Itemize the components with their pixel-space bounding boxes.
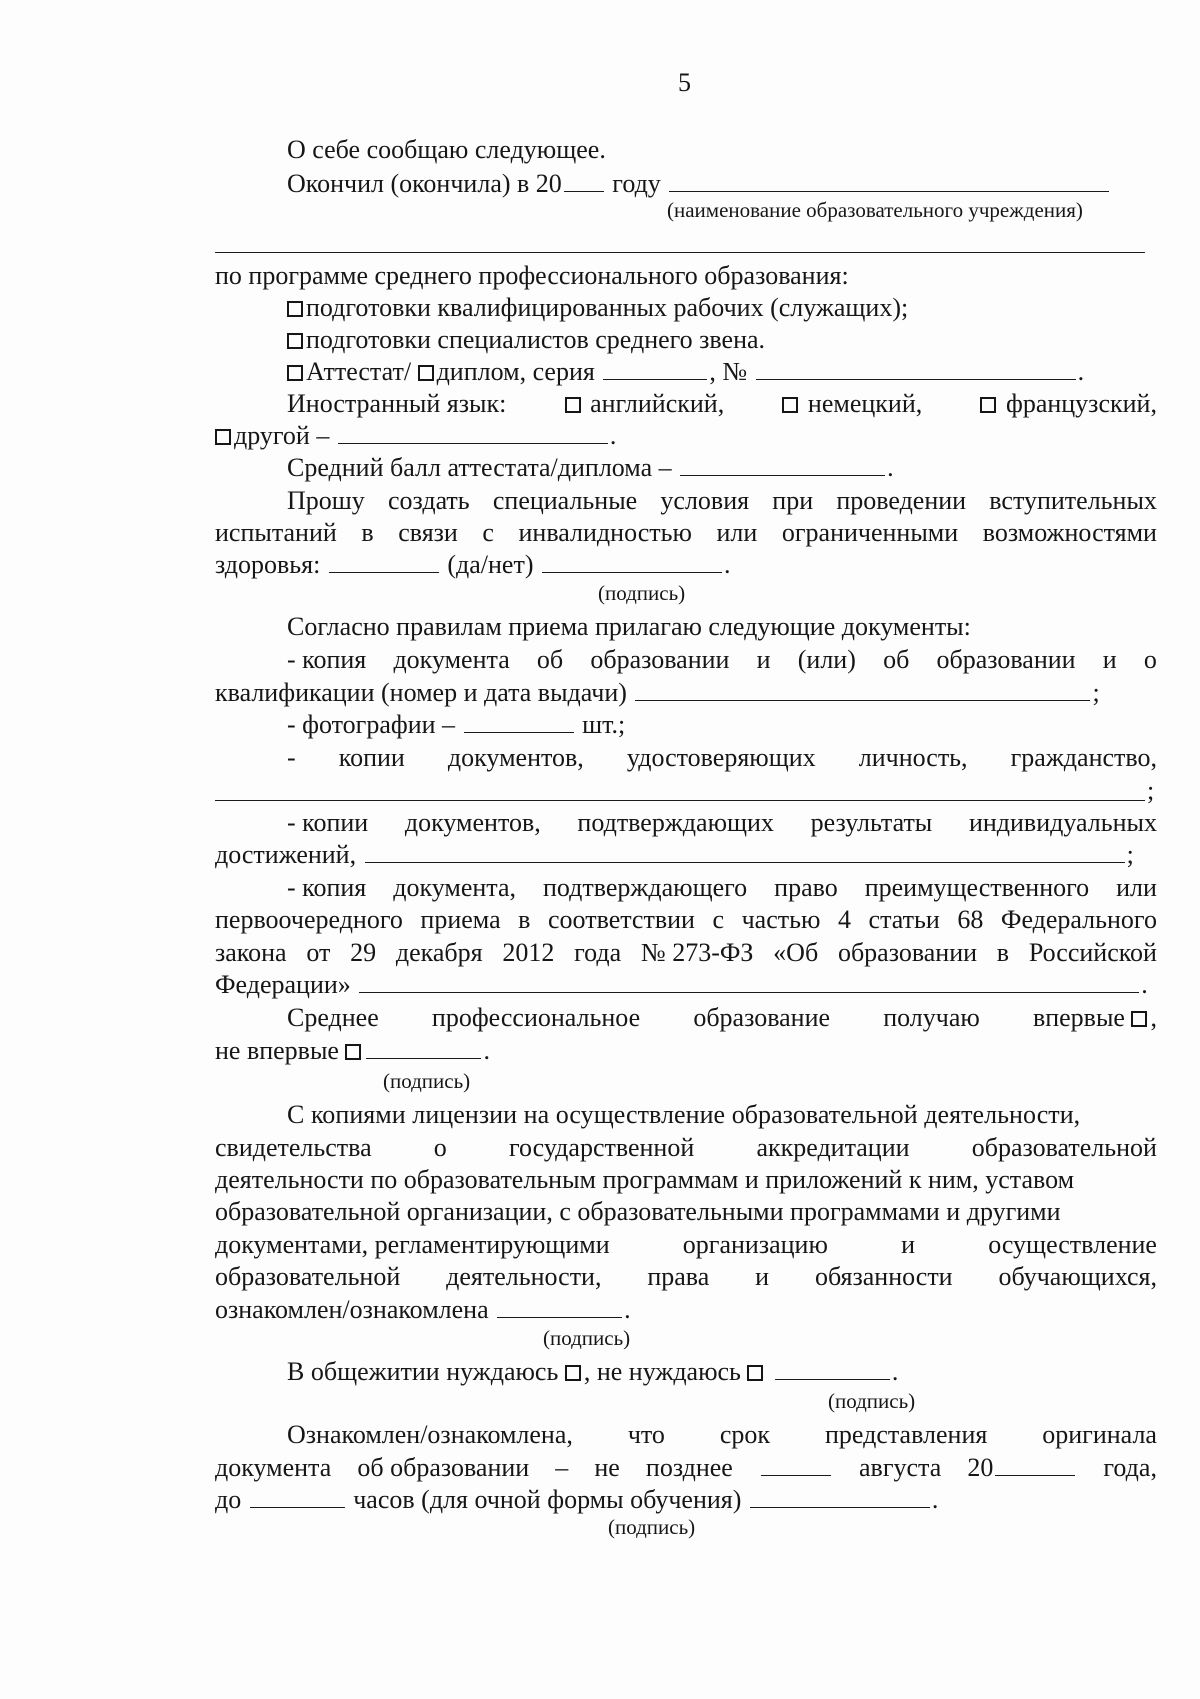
id-copies-word: копии [338,743,405,772]
id-copies-word: документов, [447,743,584,772]
special-conditions-word: специальные [492,486,638,515]
certificate-end: . [1077,357,1085,386]
edu-copy-word: и [1102,645,1117,674]
achievements-field[interactable] [365,842,1125,863]
special-conditions-word: создать [388,486,470,515]
license-word: права [647,1262,710,1291]
checkbox-attestat[interactable] [287,365,303,381]
priority-word: декабря [395,938,483,967]
license-line-3: деятельности по образовательным программам и приложений к ним, уставом [215,1165,1075,1194]
avg-score-line [287,455,894,481]
deadline-word-not: не [594,1453,620,1482]
special-conditions-word: проведении [836,486,967,515]
deadline-line-1 [287,1422,1157,1448]
license-word: документами, регламентирующими [215,1230,610,1259]
checkbox-other-language[interactable] [215,429,231,445]
deadline-signature-field[interactable] [750,1487,930,1508]
id-copies-word: - [287,743,296,772]
language-french-label: французский, [1005,389,1157,418]
language-english[interactable] [565,391,725,417]
photos-count-field[interactable] [464,712,574,733]
priority-word: «Об [773,938,819,967]
first-time-end: . [483,1036,490,1065]
license-word: организацию [682,1230,828,1259]
priority-line-3 [215,940,1157,966]
dormitory-signature-caption: (подпись) [828,1389,916,1413]
first-time-signature-field[interactable] [366,1038,481,1059]
graduated-year-field[interactable] [564,171,604,192]
health-end: . [723,550,731,579]
special-conditions-word: условия [660,486,750,515]
priority-word: 4 [837,905,851,934]
deadline-word: оригинала [1042,1420,1157,1449]
priority-line-1 [287,875,1157,901]
priority-word: преимущественного [864,873,1090,902]
page-number: 5 [678,68,691,97]
graduated-year-word: году [612,169,661,198]
id-copies-word: личность, [858,743,968,772]
license-word: аккредитации [756,1133,910,1162]
edu-copy-word: - копия [287,645,367,674]
institution-caption: (наименование образовательного учреждения) [667,198,1083,222]
deadline-day-field[interactable] [761,1455,831,1476]
license-word: государственной [508,1133,695,1162]
priority-label: Федерации» [215,970,351,999]
license-line-5 [215,1232,1157,1258]
achievements-semicolon: ; [1126,840,1134,869]
priority-word: соответствии [548,905,695,934]
priority-word: года [574,938,622,967]
priority-line-4 [215,972,1148,998]
license-signature-field[interactable] [497,1297,622,1318]
deadline-year [967,1455,1077,1481]
license-word: деятельности, [446,1262,602,1291]
avg-score-label: Средний балл аттестата/диплома – [287,453,672,482]
id-copies-semicolon: ; [1147,776,1155,805]
checkbox-german[interactable] [782,397,798,413]
achievements-word: подтверждающих [577,808,774,837]
achievements-word: документов, [404,808,541,837]
language-line [287,391,1157,417]
checkbox-dormitory-need[interactable] [565,1365,581,1381]
edu-copy-line-2 [215,680,1100,706]
special-conditions-word: испытаний [215,518,337,547]
deadline-word: что [627,1420,665,1449]
license-end: . [624,1295,631,1324]
license-signature-caption: (подпись) [543,1326,631,1350]
language-german[interactable] [782,391,922,417]
priority-word: первоочередного [215,905,403,934]
not-first-time-label: не впервые [215,1036,339,1065]
priority-word: приема [420,905,501,934]
achievements-line-2 [215,842,1134,868]
number-field[interactable] [756,359,1076,380]
program-option-workers[interactable] [287,295,908,321]
id-copies-field[interactable] [215,800,1145,801]
priority-word: 68 [957,905,984,934]
priority-word: образовании [837,938,978,967]
priority-word: документа, [393,873,517,902]
deadline-until: до [215,1485,242,1514]
license-word: осуществление [988,1230,1157,1259]
edu-copy-semicolon: ; [1092,678,1100,707]
priority-word: право [774,873,838,902]
edu-copy-label: квалификации (номер и дата выдачи) [215,678,627,707]
acquainted-label: ознакомлен/ознакомлена [215,1295,489,1324]
language-label: Иностранный язык: [287,389,507,418]
edu-copy-word: и [756,645,771,674]
not-first-time-line [215,1038,490,1064]
attestat-label: Аттестат/ [306,357,412,386]
deadline-august: августа [859,1453,942,1482]
number-sign: , № [709,357,748,386]
special-conditions-word: с [482,518,494,547]
special-conditions-word: вступительных [989,486,1157,515]
special-conditions-word: в [361,518,374,547]
language-english-label: английский, [590,389,725,418]
health-signature-caption: (подпись) [598,581,686,605]
deadline-year-field[interactable] [995,1455,1075,1476]
language-other-line [215,423,616,449]
deadline-word: срок [719,1420,771,1449]
deadline-word-document: документа [215,1453,332,1482]
license-word: о [433,1133,447,1162]
edu-copy-word: об [536,645,564,674]
license-word: образовательной [215,1262,401,1291]
achievements-line-1 [287,810,1157,836]
language-german-label: немецкий, [807,389,923,418]
first-time-word-0: Среднее [287,1003,379,1032]
checkbox-specialists[interactable] [287,333,303,349]
edu-copy-word: образовании [590,645,730,674]
first-time-line [287,1005,1157,1031]
priority-word: с [712,905,725,934]
deadline-word: представления [824,1420,988,1449]
special-conditions-word: возможностями [982,518,1157,547]
edu-copy-word: об [883,645,910,674]
achievements-label: достижений, [215,840,357,869]
photos-suffix: шт.; [582,710,626,739]
license-line-1: С копиями лицензии на осуществление образовательной деятельности, [287,1100,1081,1129]
first-time-word-2: образование [693,1003,831,1032]
priority-word: закона [215,938,287,967]
edu-copy-word: документа [393,645,510,674]
license-word: и [755,1262,770,1291]
health-signature-field[interactable] [542,552,722,573]
documents-heading: Согласно правилам приема прилагаю следующие документы: [287,612,971,641]
license-word: обучающихся, [998,1262,1157,1291]
license-word: и [901,1230,916,1259]
license-word: свидетельства [215,1133,372,1162]
id-copies-word: гражданство, [1010,743,1157,772]
checkbox-french[interactable] [980,397,996,413]
special-conditions-word: инвалидностью [518,518,692,547]
first-time-comma: , [1150,1003,1157,1032]
dormitory-not-need-label: , не нуждаюсь [583,1357,741,1386]
avg-score-end: . [887,453,894,482]
photos-label: - фотографии – [287,710,456,739]
priority-word: Российской [1028,938,1157,967]
deadline-word: Ознакомлен/ознакомлена, [287,1420,573,1449]
special-conditions-word: ограниченными [781,518,959,547]
priority-line-2 [215,907,1157,933]
program-option-specialists-label: подготовки специалистов среднего звена. [306,325,766,354]
special-conditions-word: Прошу [287,486,365,515]
other-language-field[interactable] [338,423,608,444]
series-field[interactable] [603,359,707,380]
checkbox-english[interactable] [565,397,581,413]
license-line-2 [215,1135,1157,1161]
checkbox-diploma[interactable] [418,365,434,381]
yes-no-label: (да/нет) [447,550,534,579]
priority-word: или [1116,873,1157,902]
priority-word: статьи [868,905,940,934]
language-other-label: другой – [234,421,330,450]
intro-line: О себе сообщаю следующее. [287,135,606,164]
first-time-word-3: получаю [883,1003,980,1032]
checkbox-not-first-time[interactable] [345,1044,361,1060]
special-conditions-word: или [716,518,758,547]
dormitory-signature-field[interactable] [775,1359,890,1380]
checkbox-workers[interactable] [287,301,303,317]
program-option-workers-label: подготовки квалифицированных рабочих (служащих); [306,293,909,322]
id-copies-line [287,745,1157,771]
license-word: обязанности [814,1262,953,1291]
language-french[interactable] [980,391,1157,417]
priority-word: 29 [350,938,377,967]
graduated-prefix: Окончил (окончила) в 20 [287,169,562,198]
priority-word: частью [741,905,821,934]
special-conditions-line-3 [215,552,730,578]
institution-field[interactable] [669,171,1109,192]
deadline-year-word: года, [1103,1453,1157,1482]
dormitory-end: . [891,1357,899,1386]
first-time-word-4: впервые [1032,1003,1125,1032]
priority-word: в [518,905,531,934]
edu-copy-line-1 [287,647,1157,673]
first-time-word-1: профессиональное [431,1003,641,1032]
dormitory-need-label: В общежитии нуждаюсь [287,1357,559,1386]
deadline-word-later: позднее [645,1453,733,1482]
edu-copy-word: образовании [936,645,1076,674]
achievements-word: индивидуальных [968,808,1157,837]
diploma-series-label: диплом, серия [436,357,595,386]
edu-document-field[interactable] [635,680,1090,701]
license-word: образовательной [971,1133,1157,1162]
deadline-dash: – [555,1453,569,1482]
achievements-word: - копии [287,808,369,837]
priority-word: № 273-ФЗ [640,938,754,967]
deadline-hours-field[interactable] [250,1487,345,1508]
priority-word: - копия [287,873,367,902]
program-option-specialists[interactable] [287,327,765,353]
language-end: . [609,421,617,450]
id-copies-word: удостоверяющих [626,743,816,772]
license-line-4: образовательной организации, с образовательными программами и другими [215,1197,1061,1226]
achievements-word: результаты [810,808,933,837]
special-conditions-line-2 [215,520,1157,546]
deadline-end: . [931,1485,939,1514]
special-conditions-word: связи [398,518,458,547]
deadline-year-prefix: 20 [967,1453,994,1482]
institution-field-continued[interactable] [215,252,1145,253]
health-label: здоровья: [215,550,321,579]
avg-score-field[interactable] [680,455,885,476]
edu-copy-word: (или) [797,645,856,674]
health-yes-no-field[interactable] [329,552,439,573]
priority-document-field[interactable] [359,972,1139,993]
edu-copy-word: о [1143,645,1157,674]
priority-end: . [1141,970,1148,999]
checkbox-dormitory-not-need[interactable] [747,1365,763,1381]
priority-word: Федерального [1000,905,1157,934]
first-time-option[interactable] [1033,1005,1157,1031]
deadline-hours-label: часов (для очной формы обучения) [353,1485,742,1514]
deadline-word-education: об образовании [357,1453,530,1482]
deadline-line-2 [215,1455,1157,1481]
priority-word: в [996,938,1010,967]
deadline-signature-caption: (подпись) [608,1515,696,1539]
program-heading: по программе среднего профессионального образования: [215,261,849,290]
certificate-line [287,359,1084,385]
dormitory-line [287,1359,898,1385]
priority-word: 2012 [502,938,555,967]
checkbox-first-time[interactable] [1131,1011,1147,1027]
special-conditions-word: при [772,486,814,515]
deadline-line-3 [215,1487,938,1513]
photos-line [287,712,625,738]
graduated-line [287,171,1111,197]
license-line-7 [215,1297,631,1323]
special-conditions-line-1 [287,488,1157,514]
priority-word: подтверждающего [543,873,748,902]
license-line-6 [215,1264,1157,1290]
priority-word: от [306,938,331,967]
first-time-signature-caption: (подпись) [383,1069,471,1093]
